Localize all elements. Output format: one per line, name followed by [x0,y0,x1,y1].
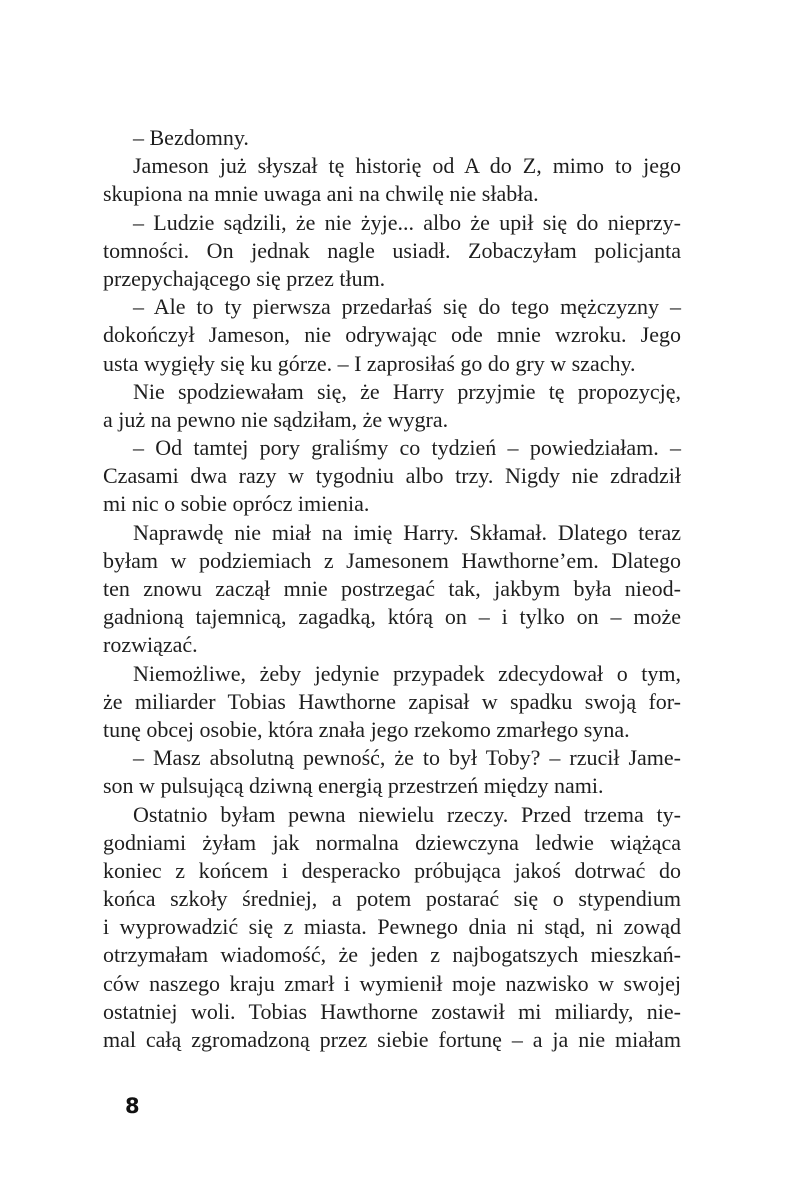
text-line: byłam w podziemiach z Jamesonem Hawthorne’em. Dlatego [103,547,681,573]
text-line: końca szkoły średniej, a potem postarać się o stypendium [103,886,681,912]
text-line: godniami żyłam jak normalna dziewczyna ledwie wiążąca [103,829,681,855]
text-line: usta wygięły się ku górze. – I zaprosiłaś go do gry w szachy. [103,350,636,376]
text-line: – Od tamtej pory graliśmy co tydzień – powiedziałam. – [133,435,681,461]
text-line: dokończył Jameson, nie odrywając ode mnie wzroku. Jego [103,322,681,348]
text-line: a już na pewno nie sądziłam, że wygra. [103,406,449,432]
text-line: i wyprowadzić się z miasta. Pewnego dnia ni stąd, ni zowąd [103,914,681,940]
text-line: przepychającego się przez tłum. [103,265,386,291]
text-line: gadnioną tajemnicą, zagadką, którą on – i tylko on – może [103,604,681,630]
text-line: Naprawdę nie miał na imię Harry. Skłamał. Dlatego teraz [133,519,681,545]
text-line: mal całą zgromadzoną przez siebie fortunę – a ja nie miałam [103,1027,681,1052]
text-line: – Ludzie sądzili, że nie żyje... albo że upił się do nieprzy- [133,209,681,235]
text-line: koniec z końcem i desperacko próbująca jakoś dotrwać do [103,857,681,883]
text-line: skupiona na mnie uwaga ani na chwilę nie słabła. [103,181,539,207]
text-line: rozwiązać. [103,632,198,658]
text-line: mi nic o sobie oprócz imienia. [103,491,370,517]
text-line: otrzymałam wiadomość, że jeden z najbogatszych mieszkań- [103,942,681,968]
text-line: Nie spodziewałam się, że Harry przyjmie tę propozycję, [133,378,681,404]
text-line: ostatniej woli. Tobias Hawthorne zostawił mi miliardy, nie- [103,998,681,1024]
text-line: ców naszego kraju zmarł i wymienił moje nazwisko w swojej [103,970,681,996]
page-number: 8 [125,1094,140,1118]
text-line: tomności. On jednak nagle usiadł. Zobaczyłam policjanta [103,237,681,263]
text-line: – Ale to ty pierwsza przedarłaś się do tego mężczyzny – [133,294,681,320]
text-line: Ostatnio byłam pewna niewielu rzeczy. Przed trzema ty- [133,801,681,827]
text-line: Jameson już słyszał tę historię od A do Z, mimo to jego [133,153,681,179]
text-line: ten znowu zaczął mnie postrzegać tak, jakbym była nieod- [103,576,681,601]
text-line: – Masz absolutną pewność, że to był Toby? – rzucił Jame- [133,745,681,771]
text-line: son w pulsującą dziwną energią przestrzeń między nami. [103,773,604,799]
text-line: tunę obcej osobie, która znała jego rzekomo zmarłego syna. [103,716,630,742]
text-block [103,124,681,1054]
text-line: Niemożliwe, żeby jedynie przypadek zdecydował o tym, [133,660,681,686]
text-line: Czasami dwa razy w tygodniu albo trzy. Nigdy nie zdradził [103,463,681,489]
text-line: – Bezdomny. [133,125,249,150]
text-line: że miliarder Tobias Hawthorne zapisał w spadku swoją for- [103,688,681,714]
